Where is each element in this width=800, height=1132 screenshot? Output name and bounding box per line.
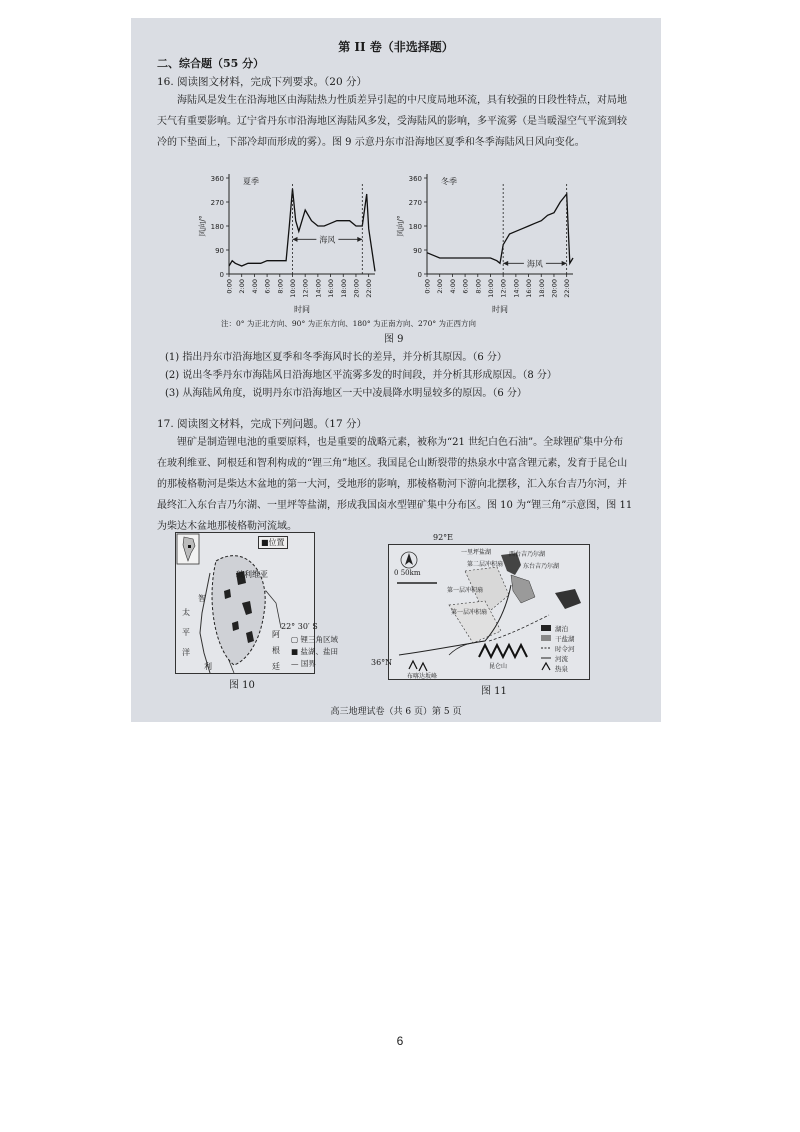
label-chile-2: 利	[204, 662, 212, 671]
place-fan-1b: 第一层冲积扇	[451, 609, 488, 616]
figure9-caption: 图 9	[384, 334, 404, 345]
x-tick-label: 16:00	[525, 279, 534, 298]
place-east-taijinar: 东台吉乃尔湖	[523, 563, 560, 570]
x-tick-label: 12:00	[301, 279, 310, 298]
x-tick-label: 0:00	[423, 279, 432, 294]
x-tick-label: 20:00	[550, 279, 559, 298]
figure10-legend-title: ■位置	[258, 536, 288, 549]
y-tick-label: 270	[210, 199, 224, 207]
y-tick-label: 180	[408, 223, 422, 231]
x-tick-label: 12:00	[499, 279, 508, 298]
legend-hot-spring-swatch	[542, 663, 550, 670]
q16-heading: 16. 阅读图文材料，完成下列要求。（20 分）	[157, 76, 367, 88]
sea-wind-arrowhead-left	[292, 237, 297, 242]
x-tick-label: 18:00	[339, 279, 348, 298]
section-heading: 二、综合题（55 分）	[157, 57, 265, 70]
x-tick-label: 8:00	[474, 279, 483, 294]
label-pacific-1: 太	[182, 608, 190, 617]
legend-dry-lake: 干盐湖	[555, 635, 575, 643]
figure11-longitude: 92°E	[433, 533, 454, 542]
x-tick-label: 22:00	[365, 279, 374, 298]
y-tick-label: 360	[210, 175, 224, 183]
figure10-legend-1: ▢ 锂三角区域	[291, 635, 338, 644]
sheet-footer: 高三地理试卷（共 6 页）第 5 页	[330, 707, 462, 717]
wind-direction-line	[229, 189, 375, 272]
scale-text: 50km	[400, 569, 421, 577]
figure10-legend-2: ■ 盐湖、盐田	[291, 647, 338, 656]
x-tick-label: 14:00	[512, 279, 521, 298]
place-bukadaban: 布喀达坂峰	[407, 673, 438, 680]
x-axis-label: 时间	[294, 305, 310, 314]
label-chile-1: 智	[198, 594, 206, 603]
sea-wind-arrowhead-right	[357, 237, 362, 242]
figure11-map	[388, 544, 590, 680]
wind-direction-line	[427, 194, 573, 263]
q16-question-1: (1) 指出丹东市沿海地区夏季和冬季海风时长的差异，并分析其原因。（6 分）	[165, 352, 507, 363]
x-tick-label: 10:00	[288, 279, 297, 298]
x-axis-label: 时间	[492, 305, 508, 314]
sea-wind-arrowhead-right	[562, 261, 567, 266]
y-tick-label: 180	[210, 223, 224, 231]
x-tick-label: 4:00	[250, 279, 259, 294]
sea-wind-label: 海风	[526, 259, 543, 269]
north-arrow-icon	[405, 553, 413, 565]
legend-seasonal-river: 时令河	[555, 645, 575, 653]
q17-heading: 17. 阅读图文材料，完成下列问题。（17 分）	[157, 418, 367, 430]
hot-spring-icon	[409, 661, 417, 669]
hot-spring-icon	[419, 663, 427, 671]
legend-border: 国界	[300, 659, 316, 668]
dry-salt-lake	[511, 575, 535, 603]
chart-summer	[195, 164, 395, 314]
legend-lake-swatch	[541, 625, 551, 631]
x-tick-label: 2:00	[238, 279, 247, 294]
sheet-title: 第 II 卷（非选择题）	[338, 40, 454, 54]
figure10-latitude: 22° 30′ S	[281, 622, 318, 631]
scanned-exam-page	[131, 18, 661, 722]
label-argentina-1: 阿	[272, 630, 280, 639]
x-tick-label: 20:00	[352, 279, 361, 298]
y-tick-label: 0	[219, 271, 224, 279]
x-tick-label: 2:00	[436, 279, 445, 294]
river-branch	[449, 641, 485, 655]
coastline	[200, 573, 210, 673]
y-axis-label: 风向/°	[396, 215, 405, 237]
figure10-legend-3: — 国界	[291, 659, 316, 668]
figure11-latitude: 36°N	[371, 658, 393, 667]
legend-hot-spring: 热泉	[555, 665, 568, 673]
label-argentina-2: 根	[272, 646, 280, 655]
sea-wind-arrowhead-left	[503, 261, 508, 266]
x-tick-label: 18:00	[537, 279, 546, 298]
inset-location-mark	[188, 545, 191, 548]
label-argentina-3: 廷	[272, 662, 280, 671]
scale-label: 0 50km	[394, 569, 421, 577]
x-tick-label: 6:00	[263, 279, 272, 294]
place-fan-1a: 第一层冲积扇	[447, 587, 484, 594]
chart-title: 夏季	[243, 177, 259, 186]
legend-lake: 湖泊	[555, 625, 568, 633]
y-tick-label: 90	[413, 247, 422, 255]
y-tick-label: 0	[417, 271, 422, 279]
place-west-taijinar: 西台吉乃尔湖	[509, 551, 546, 558]
figure10-caption: 图 10	[229, 680, 255, 691]
lake-east	[555, 589, 581, 609]
x-tick-label: 10:00	[486, 279, 495, 298]
q16-question-3: (3) 从海陆风角度，说明丹东市沿海地区一天中凌晨降水明显较多的原因。（6 分）	[165, 388, 527, 399]
place-fan-2: 第二层冲积扇	[467, 561, 504, 568]
x-tick-label: 8:00	[276, 279, 285, 294]
figure-note: 注：0° 为正北方向、90° 为正东方向、180° 为正南方向、270° 为正西方向	[221, 319, 476, 328]
label-pacific-3: 洋	[182, 648, 190, 657]
legend-river: 河流	[555, 655, 568, 663]
x-tick-label: 0:00	[225, 279, 234, 294]
legend-dry-lake-swatch	[541, 635, 551, 641]
x-tick-label: 6:00	[461, 279, 470, 294]
chart-winter	[393, 164, 593, 314]
place-kunlun: 昆仑山	[489, 663, 508, 670]
q17-material: 锂矿是制造锂电池的重要原料，也是重要的战略元素，被称为“21 世纪白色石油”。全球锂矿集中分布在玻利维亚、阿根廷和智利构成的“锂三角”地区。我国昆仑山断裂带的热泉水中富含锂元素，发育于昆仑山的那棱格勒河是柴达木盆地的第一大河，受地形的影响，那棱格勒河下游向北摆移，汇入东台吉乃尔河，并最终汇入东台吉乃尔湖、一里坪等盐湖，形成我国卤水型锂矿集中分布区。图 10 为“锂三角”示意图，图 11 为柴达木盆地那棱格勒河流域。	[157, 437, 633, 532]
chart-title: 冬季	[441, 177, 457, 186]
x-tick-label: 4:00	[448, 279, 457, 294]
x-tick-label: 22:00	[563, 279, 572, 298]
q16-material: 海陆风是发生在沿海地区由海陆热力性质差异引起的中尺度局地环流，具有较强的日段性特点，对局地天气有重要影响。辽宁省丹东市沿海地区海陆风多发，受海陆风的影响，多平流雾（是当暖湿空气平流到较冷的下垫面上，下部冷却而形成的雾）。图 9 示意丹东市沿海地区夏季和冬季海陆风日风向变化。	[157, 95, 627, 148]
place-yiliping: 一里坪盐湖	[461, 549, 492, 556]
legend-lithium-triangle: 锂三角区域	[300, 635, 338, 644]
y-tick-label: 90	[215, 247, 224, 255]
kunlun-mountains	[479, 645, 527, 657]
legend-salt-lake: 盐湖、盐田	[300, 647, 338, 656]
x-tick-label: 16:00	[327, 279, 336, 298]
sea-wind-label: 海风	[319, 235, 336, 245]
figure11-caption: 图 11	[481, 686, 507, 697]
q16-question-2: (2) 说出冬季丹东市海陆风日沿海地区平流雾多发的时间段，并分析其形成原因。（8 分）	[165, 370, 557, 381]
y-tick-label: 360	[408, 175, 422, 183]
label-bolivia: 玻利维亚	[236, 570, 268, 579]
y-axis-label: 风向/°	[198, 215, 207, 237]
x-tick-label: 14:00	[314, 279, 323, 298]
y-tick-label: 270	[408, 199, 422, 207]
label-pacific-2: 平	[182, 628, 190, 637]
page-number: 6	[396, 1034, 404, 1048]
